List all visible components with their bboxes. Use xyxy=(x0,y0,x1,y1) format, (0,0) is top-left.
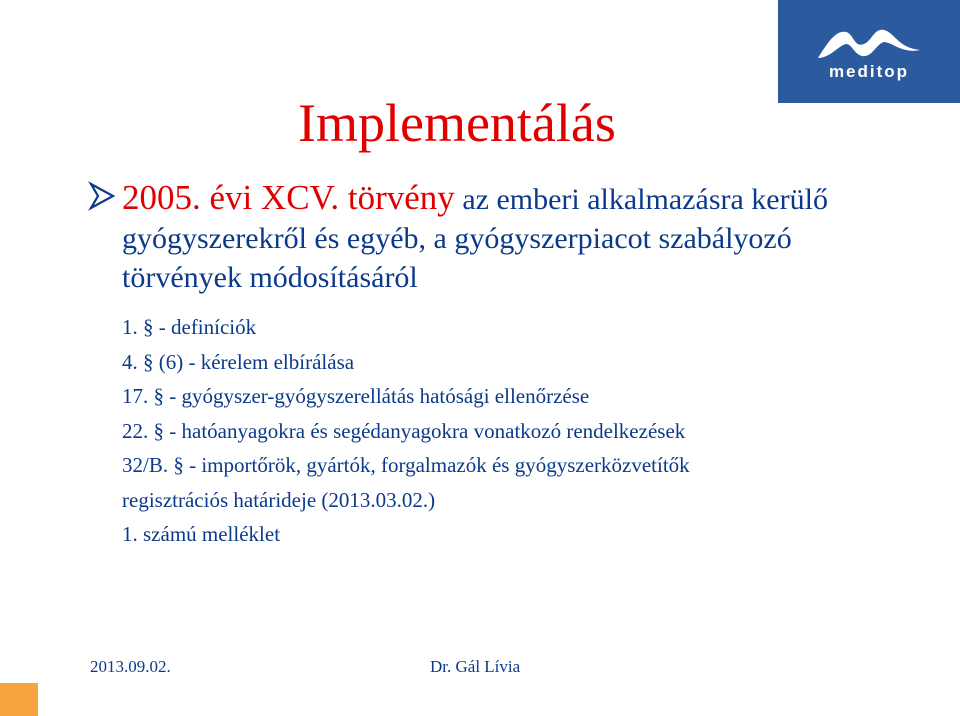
law-bullet xyxy=(90,178,890,297)
law-bullet-text xyxy=(90,178,890,297)
list-item: regisztrációs határideje (2013.03.02.) xyxy=(122,487,436,512)
meditop-logo xyxy=(778,0,960,103)
arrow-bullet-icon xyxy=(88,180,116,212)
law-reference: 2005. évi XCV. törvény xyxy=(122,178,455,217)
list-item: 32/B. § - importőrök, gyártók, forgalmazók és gyógyszerközvetítők xyxy=(122,453,690,477)
section-list xyxy=(122,310,942,552)
law-description: az emberi alkalmazásra kerülő gyógyszerekről és egyéb, a gyógyszerpiacot szabályozó törvények módosításáról xyxy=(122,183,828,294)
list-item: 1. § - definíciók xyxy=(122,315,257,339)
footer-date: 2013.09.02. xyxy=(90,657,171,676)
slide-title: Implementálás xyxy=(298,93,616,153)
footer-author: Dr. Gál Lívia xyxy=(430,657,521,676)
list-item: 17. § - gyógyszer-gyógyszerellátás hatósági ellenőrzése xyxy=(122,384,590,408)
list-item: 4. § (6) - kérelem elbírálása xyxy=(122,349,355,374)
list-item: 1. számú melléklet xyxy=(122,522,281,546)
corner-accent xyxy=(0,683,38,716)
logo-text: meditop xyxy=(828,62,910,81)
logo-wave-icon xyxy=(814,24,924,62)
list-item: 22. § - hatóanyagokra és segédanyagokra vonatkozó rendelkezések xyxy=(122,418,686,443)
